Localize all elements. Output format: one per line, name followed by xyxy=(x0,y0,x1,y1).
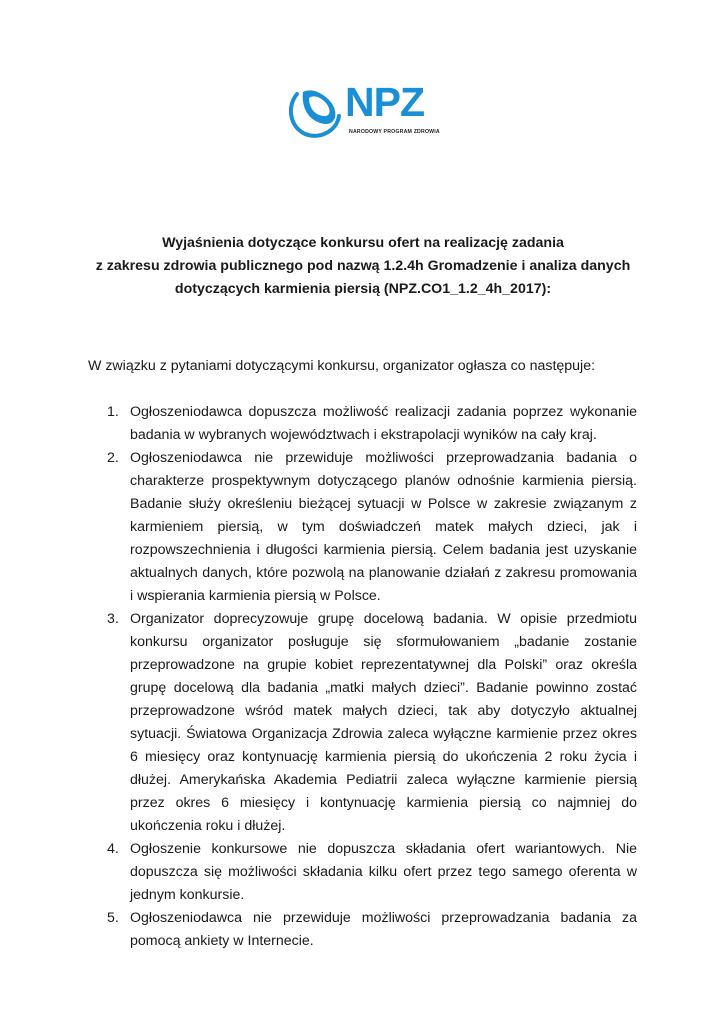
list-item xyxy=(92,838,637,907)
npz-logo xyxy=(287,79,447,140)
item-text: Organizator doprecyzowuje grupę docelową badania. W opisie przedmiotu konkursu organizator posługuje się sformułowaniem „badanie zostanie przeprowadzone na grupie kobiet reprezentatywnej dla Polski” oraz określa grupę docelową dla badania „matki małych dzieci”. Badanie powinno zostać przeprowadzone wśród matek małych dzieci, tak aby dotyczyło aktualnej sytuacji. Światowa Organizacja Zdrowia zaleca wyłączne karmienie przez okres 6 miesięcy oraz kontynuację karmienia piersią do ukończenia 2 roku życia i dłużej. Amerykańska Akademia Pediatrii zaleca wyłączne karmienie piersią przez okres 6 miesięcy i kontynuację karmienia piersią co najmniej do ukończenia roku i dłużej. xyxy=(130,611,637,834)
item-text: Ogłoszeniodawca nie przewiduje możliwości przeprowadzania badania za pomocą ankiety w Internecie. xyxy=(130,910,637,949)
points-list xyxy=(92,401,637,953)
item-number: 4. xyxy=(107,841,119,857)
title-line: dotyczących karmienia piersią (NPZ.CO1_1.2_4h_2017): xyxy=(174,281,552,297)
item-number: 2. xyxy=(107,450,119,466)
list-item xyxy=(92,907,637,953)
item-number: 5. xyxy=(107,910,119,926)
item-number: 3. xyxy=(107,611,119,627)
list-item xyxy=(92,401,637,447)
title-line: Wyjaśnienia dotyczące konkursu ofert na realizację zadania xyxy=(162,235,564,251)
item-text: Ogłoszeniodawca dopuszcza możliwość realizacji zadania poprzez wykonanie badania w wybranych województwach i ekstrapolacji wyników na cały kraj. xyxy=(130,404,637,443)
item-text: Ogłoszeniodawca nie przewiduje możliwości przeprowadzania badania o charakterze prospektywnym dotyczącego planów odnośnie karmienia piersią. Badanie służy określeniu bieżącej sytuacji w Polsce w zakresie związanym z karmieniem piersią, w tym doświadczeń matek małych dzieci, jak i rozpowszechnienia i długości karmienia piersią. Celem badania jest uzyskanie aktualnych danych, które pozwolą na planowanie działań z zakresu promowania i wspierania karmienia piersią w Polsce. xyxy=(130,450,637,604)
title-line: z zakresu zdrowia publicznego pod nazwą 1.2.4h Gromadzenie i analiza danych xyxy=(95,258,631,274)
npz-drop-icon xyxy=(287,84,343,140)
item-text: Ogłoszenie konkursowe nie dopuszcza składania ofert wariantowych. Nie dopuszcza się możliwości składania kilku ofert przez tego samego oferenta w jednym konkursie. xyxy=(130,841,637,903)
list-item xyxy=(92,608,637,838)
list-item xyxy=(92,447,637,608)
item-number: 1. xyxy=(107,404,119,420)
document-title xyxy=(88,232,638,301)
intro-paragraph: W związku z pytaniami dotyczącymi konkursu, organizator ogłasza co następuje: xyxy=(88,358,596,374)
logo-subtitle: NARODOWY PROGRAM ZDROWIA xyxy=(349,129,440,135)
logo-text: NPZ xyxy=(345,79,424,125)
